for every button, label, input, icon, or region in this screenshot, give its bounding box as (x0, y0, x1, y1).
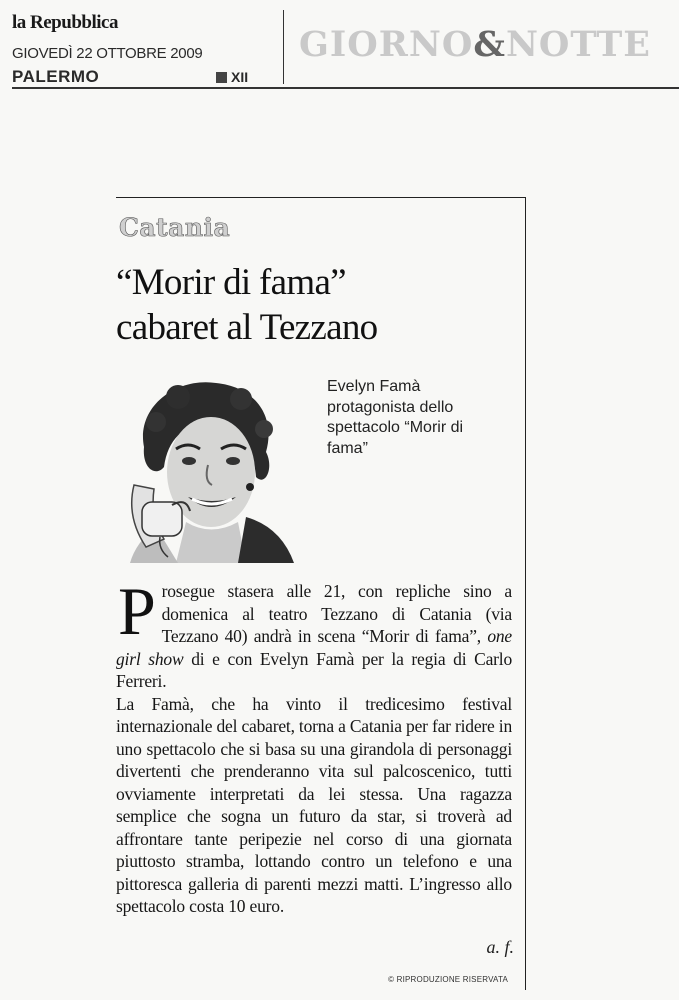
section-title (299, 24, 651, 65)
article-headline (116, 260, 521, 350)
page-number-label: XII (231, 69, 249, 85)
edition-city: PALERMO (12, 67, 100, 86)
square-bullet-icon (216, 72, 227, 83)
drop-cap: P (118, 573, 156, 649)
article (116, 197, 526, 990)
headline-line-1: “Morir di fama” (116, 262, 346, 303)
masthead-divider (283, 10, 284, 84)
article-kicker: Catania (119, 213, 231, 242)
copyright-notice: © RIPRODUZIONE RISERVATA (388, 975, 508, 984)
paragraph-1-text-b: di e con Evelyn Famà per la regia di Carlo Ferreri. (116, 648, 513, 691)
issue-date: GIOVEDÌ 22 OTTOBRE 2009 (12, 45, 203, 62)
author-initials: a. f. (486, 937, 514, 957)
masthead-rule (12, 87, 679, 89)
section-title-right: NOTTE (505, 24, 651, 65)
article-right-rule (525, 197, 526, 990)
paragraph-2: La Famà, che ha vinto il tredicesimo festival internazionale del cabaret, torna a Catania per far ridere in uno spettacolo che si basa su una girandola di personaggi divertenti che prenderanno vita sul palcoscenico, tutti ovviamente interpretati da lei stessa. Una ragazza semplice che sogna un futuro da star, si troverà ad affrontare tante peripezie nel corso di una giornata piuttosto stramba, lottando contro un telefono e una pittoresca galleria di parenti mezzi matti. L’ingresso allo spettacolo costa 10 euro. (116, 693, 512, 916)
section-title-left: GIORNO (299, 24, 474, 65)
masthead (12, 10, 679, 88)
paragraph-1-text-a: rosegue stasera alle 21, con repliche sino a domenica al teatro Tezzano di Catania (via Tezzano 40) andrà in scena “Morir di fama”, (161, 581, 512, 646)
page-number (216, 69, 248, 85)
section-title-ampersand: & (473, 24, 506, 65)
article-top-rule (116, 197, 526, 198)
headline-line-2: cabaret al Tezzano (116, 307, 378, 348)
portrait-photo-icon (116, 377, 296, 563)
photo-caption: Evelyn Famà protagonista dello spettacolo “Morir di fama” (327, 378, 464, 457)
paragraph-1 (116, 573, 513, 693)
article-body (116, 573, 513, 918)
paragraph-1-emphasis: one girl show (116, 626, 512, 669)
newspaper-logo: la Repubblica (12, 12, 118, 33)
